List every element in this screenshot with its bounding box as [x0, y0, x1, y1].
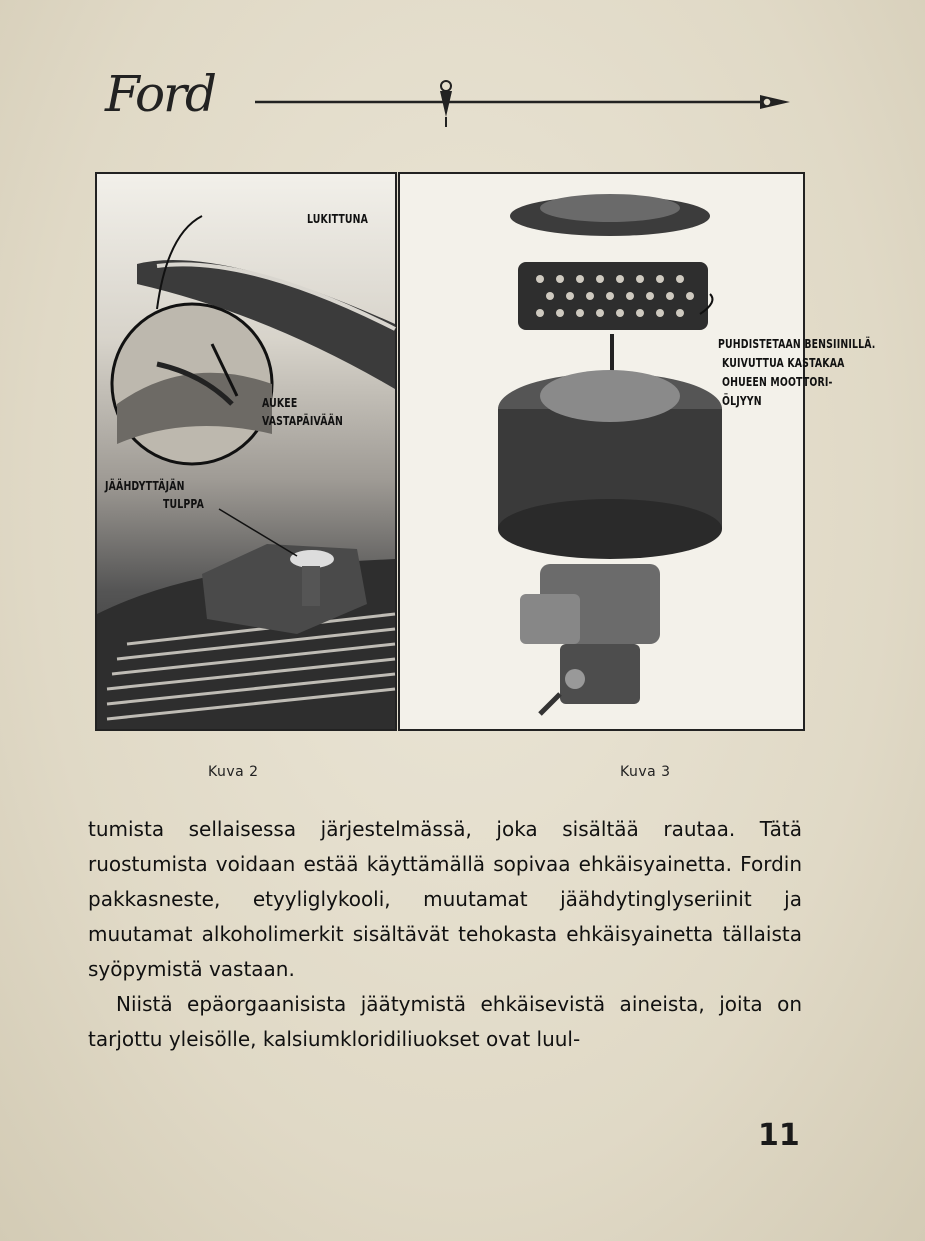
label-cap-2: TULPPA [163, 497, 204, 511]
label-clean-2: KUIVUTTUA KASTAKAA [722, 356, 845, 370]
label-opens-1: AUKEE [262, 396, 298, 410]
figure-air-cleaner [398, 172, 876, 731]
label-locked: LUKITTUNA [307, 212, 369, 226]
label-cap-1: JÄÄHDYTTÄJÄN [105, 479, 185, 493]
caption-figure-2: Kuva 2 [208, 764, 259, 780]
figure-radiator-cap [95, 172, 397, 731]
header [95, 55, 795, 135]
ford-logo: Ford [105, 65, 215, 123]
caption-figure-3: Kuva 3 [620, 764, 671, 780]
radiator-illustration [97, 174, 395, 729]
label-opens-2: VASTAPÄIVÄÄN [262, 414, 344, 428]
label-clean-3: OHUEEN MOOTTORI- [722, 375, 833, 389]
paragraph-2: Niistä epäorgaanisista jäätymistä ehkäisevistä aineista, joita on tarjottu yleisölle, kalsiumkloridiliuokset ovat luul- [88, 992, 802, 1051]
paragraph-1: tumista sellaisessa järjestelmässä, joka sisältää rautaa. Tätä ruostumista voidaan estää käyttämällä sopivaa ehkäisyainetta. Fordin pakkasneste, etyyliglykooli, muutamat jäähdytinglyseriinit ja muutamat alkoholimerkit sisältävät tehokasta ehkäisyainetta tällaista syöpymistä vastaan. [88, 817, 802, 981]
label-clean-4: ÖLJYYN [722, 394, 762, 408]
label-clean-1: PUHDISTETAAN BENSIINILLÄ. [718, 337, 876, 351]
body-text [88, 812, 802, 1057]
air-cleaner-illustration [400, 174, 803, 729]
page-number: 11 [758, 1118, 800, 1153]
v8-emblem-icon [440, 81, 452, 127]
